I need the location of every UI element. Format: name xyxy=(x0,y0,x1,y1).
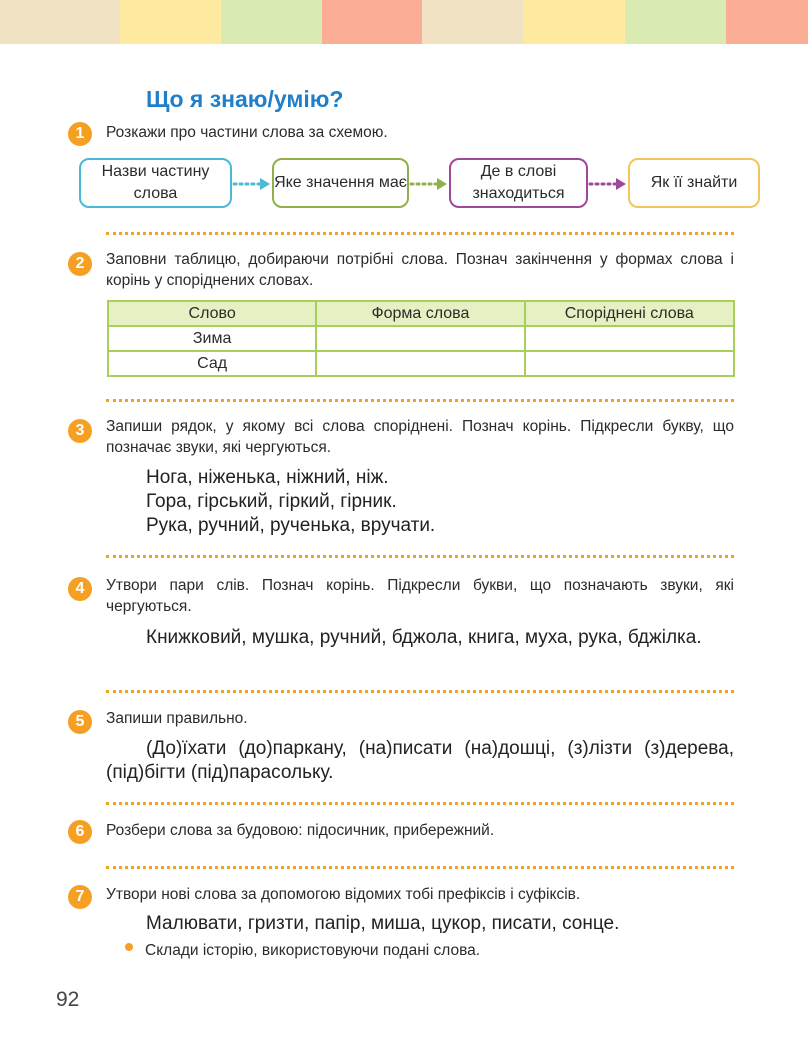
scheme-box-1: Назви частину слова xyxy=(79,158,232,208)
word-line: Малювати, гризти, папір, миша, цукор, писати, сонце. xyxy=(146,913,620,934)
table-cell: Зима xyxy=(108,326,316,351)
table-row xyxy=(108,351,734,376)
dotted-separator xyxy=(106,802,734,805)
task-7-words xyxy=(106,912,734,936)
color-block xyxy=(422,0,523,44)
task-6-instruction: Розбери слова за будовою: підосичник, прибережний. xyxy=(106,822,495,839)
color-block xyxy=(322,0,423,44)
table-cell: Сад xyxy=(108,351,316,376)
color-block xyxy=(120,0,221,44)
task-number-7: 7 xyxy=(68,885,92,909)
task-5-instruction: Запиши правильно. xyxy=(106,710,248,727)
task-7-instruction: Утвори нові слова за допомогою відомих тобі префіксів і суфіксів. xyxy=(106,886,581,903)
color-block xyxy=(625,0,726,44)
table-cell xyxy=(316,351,524,376)
color-block xyxy=(0,0,120,44)
table-header: Споріднені слова xyxy=(525,301,734,326)
table-header: Форма слова xyxy=(316,301,524,326)
top-color-bar xyxy=(0,0,808,44)
scheme-box-4: Як її знайти xyxy=(628,158,760,208)
table-row xyxy=(108,326,734,351)
table-cell xyxy=(525,326,734,351)
task-3-instruction: Запиши рядок, у якому всі слова споріднені. Познач корінь. Підкресли букву, що позначає звуки, які чергуються. xyxy=(106,418,734,456)
dotted-arrow-icon xyxy=(232,176,272,192)
page-title: Що я знаю/умію? xyxy=(146,86,344,112)
table-cell xyxy=(316,326,524,351)
task-number-1: 1 xyxy=(68,122,92,146)
dotted-arrow-icon xyxy=(588,176,628,192)
word-line: Рука, ручний, рученька, вручати. xyxy=(146,515,436,536)
task-4-instruction: Утвори пари слів. Познач корінь. Підкресли букви, що позначають звуки, які чергуються. xyxy=(106,577,734,615)
task-7-bullet-text: Склади історію, використовуючи подані слова. xyxy=(145,942,481,959)
task-number-2: 2 xyxy=(68,252,92,276)
bullet-icon xyxy=(125,943,133,951)
task-2-instruction: Заповни таблицю, добираючи потрібні слова. Познач закінчення у формах слова і корінь у споріднених словах. xyxy=(106,251,734,289)
task-5-words: (До)їхати (до)паркану, (на)писати (на)дошці, (з)лізти (з)дерева, (під)бігти (під)парасольку. xyxy=(106,738,734,783)
task-3-lines xyxy=(106,466,734,538)
word-line: Гора, гірський, гіркий, гірник. xyxy=(146,491,397,512)
page-number: 92 xyxy=(56,988,80,1011)
task-number-5: 5 xyxy=(68,710,92,734)
task-number-4: 4 xyxy=(68,577,92,601)
scheme-box-2: Яке значення має xyxy=(272,158,409,208)
word-line: Нога, ніженька, ніжний, ніж. xyxy=(146,467,389,488)
task-4-words: Книжковий, мушка, ручний, бджола, книга, муха, рука, бджілка. xyxy=(146,627,702,648)
task-1-instruction: Розкажи про частини слова за схемою. xyxy=(106,124,388,141)
word-table xyxy=(107,300,735,377)
dotted-separator xyxy=(106,690,734,693)
color-block xyxy=(221,0,322,44)
dotted-separator xyxy=(106,866,734,869)
dotted-separator xyxy=(106,399,734,402)
color-block xyxy=(523,0,625,44)
table-header-row xyxy=(108,301,734,326)
dotted-separator xyxy=(106,232,734,235)
dotted-arrow-icon xyxy=(409,176,449,192)
task-number-6: 6 xyxy=(68,820,92,844)
scheme-box-3: Де в слові знаходиться xyxy=(449,158,588,208)
task-number-3: 3 xyxy=(68,419,92,443)
dotted-separator xyxy=(106,555,734,558)
color-block xyxy=(726,0,808,44)
table-cell xyxy=(525,351,734,376)
table-header: Слово xyxy=(108,301,316,326)
